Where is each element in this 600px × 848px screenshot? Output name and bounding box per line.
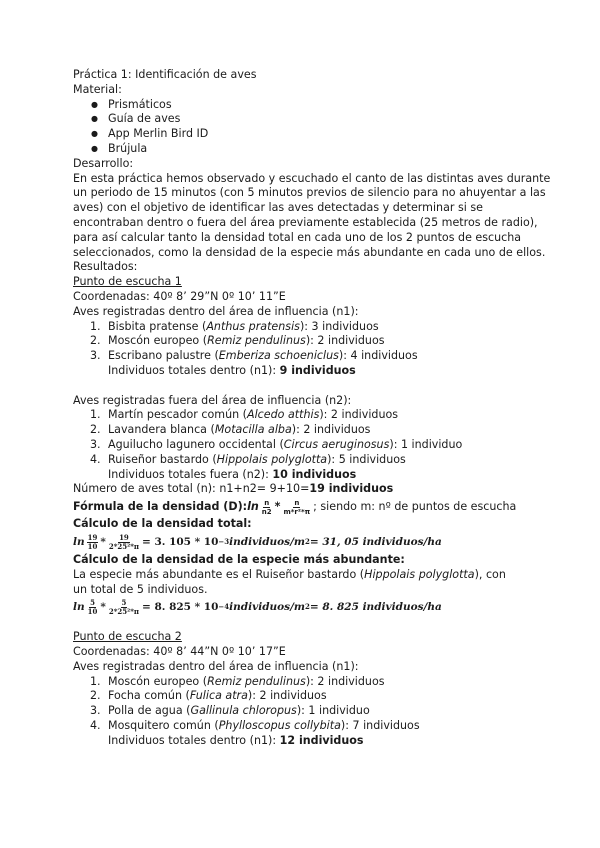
desarrollo-heading: Desarrollo: [73,156,134,170]
material-heading: Material: [73,82,122,96]
punto2-coords: Coordenadas: 40º 8’ 44”N 0º 10’ 17”E [73,645,286,659]
equation-densidad-especie: ln $\frac{5}{10}$ * $\frac{5}{\text{2*25²*π}}$ = 8. 825 * 10 −4 individuos/m 2 = 8. 825 individuos/ha [73,598,442,617]
list-item: ● Prismáticos [73,98,553,113]
punto2-dentro-heading: Aves registradas dentro del área de influencia (n1): [73,659,359,673]
list-item: 1. Moscón europeo (Remiz pendulinus): 2 individuos [90,674,385,688]
punto1-title: Punto de escucha 1 [73,275,182,289]
desarrollo-paragraph: En esta práctica hemos observado y escuchado el canto de las distintas aves durante un periodo de 15 minutos (con 5 minutos previos de silencio para no ahuyentar a las aves) con el objetivo de identificar las aves detectadas y determinar si se encontraban dentro o fuera del área previamente establecida (25 metros de radio), para así calcular tanto la densidad total en cada uno de los 2 puntos de escucha seleccionados, como la densidad de la especie más abundante en cada uno de ellos. [73,171,551,259]
punto1-fuera-list [73,408,553,467]
document-page [73,68,553,749]
densidad-total-heading: Cálculo de la densidad total: [73,517,252,531]
list-item: 3. Aguilucho lagunero occidental (Circus aeruginosus): 1 individuo [90,437,463,451]
punto1-coords: Coordenadas: 40º 8’ 29”N 0º 10’ 11”E [73,289,286,303]
punto1-fuera-heading: Aves registradas fuera del área de influencia (n2): [73,393,352,407]
punto2-dentro-total: Individuos totales dentro (n1): 12 individuos [108,733,364,747]
punto1-total: Número de aves total (n): n1+n2= 9+10=19 individuos [73,482,394,496]
resultados-heading: Resultados: [73,260,138,274]
list-item: ● Brújula [73,142,553,157]
punto1-fuera-total: Individuos totales fuera (n2): 10 individuos [108,467,357,481]
list-item: 2. Focha común (Fulica atra): 2 individuos [90,689,327,703]
punto2-dentro-list [73,675,553,734]
list-item: 3. Polla de agua (Gallinula chloropus): 1 individuo [90,704,370,718]
punto2-title: Punto de escucha 2 [73,630,182,644]
especie-text-2: un total de 5 individuos. [73,582,208,596]
list-item: 1. Martín pescador común (Alcedo atthis): 2 individuos [90,408,399,422]
list-item: 2. Moscón europeo (Remiz pendulinus): 2 individuos [90,334,385,348]
punto1-dentro-list [73,320,553,364]
punto1-dentro-heading: Aves registradas dentro del área de influencia (n1): [73,304,359,318]
list-item: ● App Merlin Bird ID [73,127,553,142]
list-item: 3. Escribano palustre (Emberiza schoeniclus): 4 individuos [90,349,418,363]
list-item: 1. Bisbita pratense (Anthus pratensis): 3 individuos [90,319,379,333]
punto1-dentro-total: Individuos totales dentro (n1): 9 individuos [108,363,356,377]
list-item: 4. Ruiseñor bastardo (Hippolais polyglotta): 5 individuos [90,452,406,466]
material-list [73,98,553,157]
doc-title: Práctica 1: Identificación de aves [73,68,257,81]
especie-text: La especie más abundante es el Ruiseñor bastardo (Hippolais polyglotta), con [73,567,506,581]
list-item: 2. Lavandera blanca (Motacilla alba): 2 individuos [90,423,371,437]
equation-densidad-total: ln $\frac{19}{10}$ * $\frac{19}{\text{2*25²*π}}$ = 3. 105 * 10 −3 individuos/m 2 = 31, 05 individuos/ha [73,532,442,551]
density-formula: Fórmula de la densidad (D): ln $\frac{n}{n2}$ * $\frac{n}{\text{m*r²*π}}$ ; siendo m: nº de puntos de escucha [73,498,517,516]
list-item: 4. Mosquitero común (Phylloscopus collybita): 7 individuos [90,719,420,733]
densidad-especie-heading: Cálculo de la densidad de la especie más abundante: [73,552,405,566]
list-item: ● Guía de aves [73,112,553,127]
